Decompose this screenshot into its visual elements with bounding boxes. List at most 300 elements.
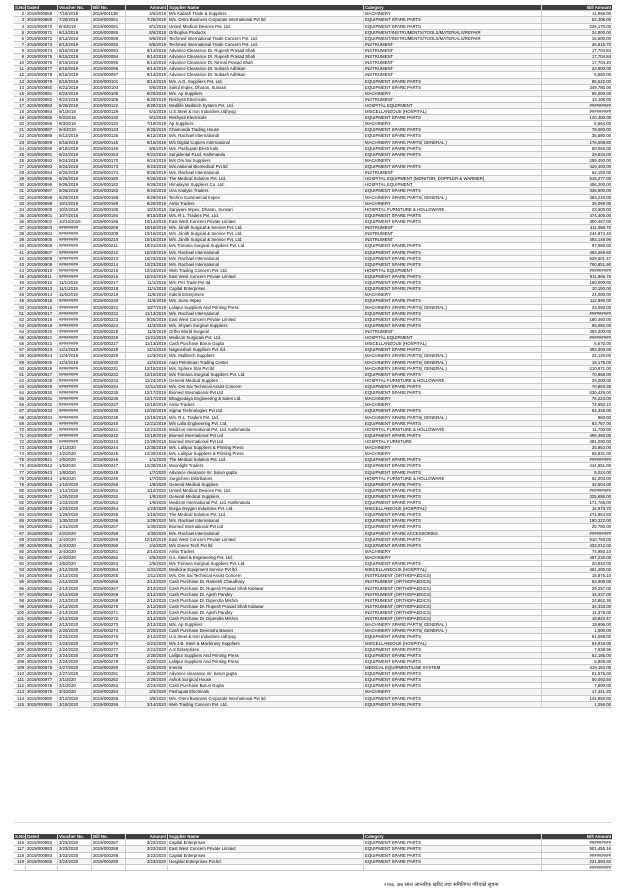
table-cell: ######## — [58, 335, 92, 340]
table-cell: 97 — [14, 592, 26, 597]
table-cell: 2019/000906 — [26, 243, 58, 248]
table-cell: Cash Purchase Dr. Ajesh Pandey — [168, 610, 364, 615]
table-cell: M/s Trimana Surgical Suppliers Pvt. Ltd. — [168, 243, 364, 248]
table-cell: 2019/000274 — [92, 628, 126, 633]
table-cell: 2019/000927 — [26, 372, 58, 377]
table-cell: 10/3/2019 — [126, 207, 168, 212]
table-cell: 2019/000230 — [92, 360, 126, 365]
table-cell: ######## — [58, 250, 92, 255]
table-cell: M/s. Rachael International — [168, 250, 364, 255]
table-cell: EQUIPMENT SPARE PARTS — [364, 256, 542, 261]
table-cell: M/s. R.L. Traders Pvt. Ltd. — [168, 213, 364, 218]
table-cell: EQUIPMENT SPARE PARTS — [364, 323, 542, 328]
table-cell: 2019/000891 — [26, 152, 58, 157]
table-cell: 2/24/2020 — [58, 659, 92, 664]
table-cell: ######## — [58, 243, 92, 248]
table-cell: 3/12/2020 — [58, 696, 92, 701]
table-cell: 112,890.00 — [589, 298, 611, 304]
table-cell: ######## — [58, 408, 92, 413]
table-cell: 2019/000244 — [92, 445, 126, 450]
table-cell: 2/21/2020 — [126, 647, 168, 652]
table-cell: Moonlight Traders — [168, 463, 364, 468]
table-cell: 45 — [14, 274, 26, 279]
table-cell: EQUIPMENT SPARE PARTS — [364, 537, 542, 542]
table-cell: 515,277.00 — [589, 176, 611, 182]
table-cell: 5,670.00 — [594, 341, 611, 347]
header-cell: Category — [364, 5, 542, 10]
table-cell: 2019/000254 — [92, 506, 126, 511]
table-cell: Lalitpur Suppliers And Printing Press — [168, 305, 364, 310]
table-cell: 12/17/2019 — [126, 390, 168, 395]
table-cell: ######## — [58, 341, 92, 346]
table-cell: 3/23/2020 — [58, 853, 92, 858]
table-cell: 6 — [14, 36, 26, 41]
table-cell: 5,805.00 — [594, 658, 611, 664]
table-cell: M/s. Rachael International — [168, 170, 364, 175]
table-cell: EQUIPMENT SPARE PARTS — [364, 859, 542, 864]
table-cell: 3/4/2020 — [58, 689, 92, 694]
table-cell: 4 — [14, 24, 26, 29]
table-cell: 25,780.00 — [591, 524, 611, 530]
table-cell: 2019/000957 — [26, 555, 58, 560]
table-cell: 2019/000888 — [26, 133, 58, 138]
table-cell: EQUIPMENT SPARE PARTS — [364, 24, 542, 29]
table-cell: 8/15/2019 — [58, 72, 92, 77]
table-cell: 118 — [14, 853, 26, 858]
table-cell: 2019/000950 — [26, 512, 58, 517]
table-cell: 2019/000241 — [92, 427, 126, 432]
table-cell: 2019/000944 — [26, 476, 58, 481]
table-cell: 1/29/2020 — [58, 512, 92, 517]
table-cell: 12/30/2019 — [126, 463, 168, 468]
table-cell: 3/1/2020 — [58, 683, 92, 688]
table-cell: 2/25/2020 — [126, 671, 168, 676]
table-cell: 8/1/2019 — [126, 24, 168, 29]
table-cell: 2019/000874 — [26, 48, 58, 53]
table-cell: MACHINERY SPARE PARTS( GENERAL ) — [364, 366, 542, 371]
table-cell: 960.00 — [597, 414, 611, 420]
header-cell: Voucher No. — [58, 5, 92, 10]
table-cell: 2019/000916 — [26, 305, 58, 310]
table-cell: 79 — [14, 482, 26, 487]
table-cell: 1/30/2020 — [58, 518, 92, 523]
table-cell: MACHINERY SPARE PARTS( GENERAL ) — [364, 140, 542, 145]
header-cell: Supplier Name — [168, 834, 364, 839]
footnote-text: २०७६ ।७७ साल आन्तरिक खरिद तथा समितिगत गरिएको सूचना — [384, 882, 499, 888]
header-cell: Bill No. — [92, 5, 126, 10]
table-cell: M/s. Ap Suppliers — [168, 622, 364, 627]
table-cell: 2019/000941 — [26, 457, 58, 462]
table-cell: EQUIPMENT SPARE PARTS — [364, 846, 542, 851]
table-cell: East West Concern Private Limited — [168, 317, 364, 322]
table-cell: 2019/000940 — [26, 451, 58, 456]
table-cell: 60 — [14, 366, 26, 371]
table-cell: 8/14/2019 — [126, 48, 168, 53]
table-cell: ######## — [58, 421, 92, 426]
table-cell: INSTRUMENT (ORTHOPAEDICS) — [364, 586, 542, 591]
table-cell: 2019/000284 — [92, 689, 126, 694]
table-cell: 10/24/2019 — [126, 268, 168, 273]
table-cell: 2019/000089 — [92, 36, 126, 41]
table-cell: 2/23/2020 — [58, 641, 92, 646]
table-cell: ######## — [58, 237, 92, 242]
table-cell: EQUIPMENT SPARE PARTS — [364, 488, 542, 493]
table-cell: 2019/000870 — [26, 24, 58, 29]
table-cell: 9/26/2019 — [58, 188, 92, 193]
table-cell: M/s Green Tech Pvt ltd — [168, 543, 364, 548]
table-cell: 2019/000182 — [92, 182, 126, 187]
table-cell: 1/10/2020 — [126, 488, 168, 493]
table-cell: 108 — [14, 659, 26, 664]
table-cell: 9/1/2019 — [58, 109, 92, 114]
table-cell: 52,000.00 — [591, 579, 611, 585]
table-cell: 10/7/2019 — [126, 305, 168, 310]
table-cell: 2019/000236 — [92, 396, 126, 401]
table-cell: 2019/000960 — [26, 573, 58, 578]
table-cell: 2019/000968 — [26, 622, 58, 627]
table-cell: 20 — [14, 121, 26, 126]
table-cell: 2019/000258 — [92, 531, 126, 536]
table-cell: EQUIPMENT SPARE PARTS — [364, 671, 542, 676]
table-cell: MACHINERY — [364, 451, 542, 456]
table-cell: 1/9/2020 — [126, 494, 168, 499]
table-cell: 2019/000965 — [26, 604, 58, 609]
table-cell: 94 — [14, 573, 26, 578]
table-cell: 2019/000913 — [26, 286, 58, 291]
table-cell: M/s. Sphere Star Pvt.ltd — [168, 366, 364, 371]
table-cell: HOSPITAL FURNITURE & HOLLOWARE — [364, 427, 542, 432]
table-cell: ######## — [58, 396, 92, 401]
table-cell: Techmed International Trade Concern Pvt. Ltd. — [168, 36, 364, 41]
table-cell: 10/23/2019 — [126, 262, 168, 267]
table-cell: MEDICAL EQUIPMENT/LINE SYSTEM — [364, 665, 542, 670]
table-cell: 12/30/2019 — [126, 451, 168, 456]
table-cell: 2/5/2020 — [126, 555, 168, 560]
table-cell: 2019/000878 — [26, 72, 58, 77]
table-cell: 2019/000873 — [26, 42, 58, 47]
table-cell: 3/23/2020 — [126, 859, 168, 864]
table-cell: MACHINERY SPARE PARTS( GENERAL ) — [364, 415, 542, 420]
table-cell: 2019/001139 — [92, 11, 126, 16]
table-cell: 70,863.36 — [591, 383, 611, 389]
header-cell: Bill Amount — [587, 834, 611, 839]
table-cell: 83 — [14, 506, 26, 511]
table-cell: 9/29/2019 — [58, 195, 92, 200]
table-cell: 2019/000235 — [92, 390, 126, 395]
table-cell: 2019/000882 — [26, 97, 58, 102]
table-cell: 2019/000958 — [26, 561, 58, 566]
table-cell: 1/30/2020 — [126, 531, 168, 536]
table-cell: 40 — [14, 243, 26, 248]
table-cell: 2/27/2020 — [58, 665, 92, 670]
table-cell: 9/3/2019 — [58, 121, 92, 126]
table-cell: 1/30/2020 — [126, 524, 168, 529]
table-cell: Nagmerbuh Suppliers Pvt. ltd. — [168, 347, 364, 352]
table-cell: 2019/000262 — [92, 555, 126, 560]
table-cell: 1/22/2020 — [58, 500, 92, 505]
table-cell: MACHINERY SPARE PARTS( GENERAL ) — [364, 628, 542, 633]
table-cell: 112 — [14, 683, 26, 688]
table-cell: HOSPITAL EQUIPMENT — [364, 335, 542, 340]
table-cell: 2019/000952 — [26, 524, 58, 529]
table-cell: Biomed International Pvt Ltd — [168, 390, 364, 395]
table-cell: 64 — [14, 390, 26, 395]
header-cell: Dated — [26, 834, 58, 839]
table-cell: 28 — [14, 170, 26, 175]
table-cell: EQUIPMENT SPARE PARTS — [364, 219, 542, 224]
table-cell: 2019/000289 — [92, 853, 126, 858]
table-cell: INSTRUMENT — [364, 97, 542, 102]
table-cell: 1/7/2020 — [126, 476, 168, 481]
table-cell: EQUIPMENT SPARE PARTS — [364, 372, 542, 377]
table-cell: 77 — [14, 470, 26, 475]
table-cell: 98 — [14, 598, 26, 603]
table-cell: EQUIPMENT SPARE PARTS — [364, 146, 542, 151]
table-cell: MACHINERY — [364, 555, 542, 560]
table-cell: 2/12/2020 — [58, 610, 92, 615]
table-cell: EQUIPMENT SPARE PARTS — [364, 384, 542, 389]
table-cell: 55,831.00 — [591, 451, 611, 457]
table-cell: M/s Kailash Trade & Suppliers — [168, 11, 364, 16]
table-cell: ######## — [58, 274, 92, 279]
table-cell: The Medical Solution Pvt. Ltd. — [168, 512, 364, 517]
table-cell: 34,333.00 — [591, 603, 611, 609]
table-cell: 61 — [14, 372, 26, 377]
table-cell: 100 — [14, 610, 26, 615]
table-cell: M/s. R.L. Traders Pvt. Ltd. — [168, 415, 364, 420]
table-cell: M/s. Rachael International — [168, 311, 364, 316]
table-cell: EQUIPMENT SPARE PARTS — [364, 518, 542, 523]
table-cell: MACHINERY — [364, 445, 542, 450]
table-cell: 8/14/2019 — [126, 66, 168, 71]
table-cell: 10/24/2019 — [126, 274, 168, 279]
table-cell: M/s. A.G. Suppliers Pvt. Ltd. — [168, 79, 364, 84]
table-cell: 110 — [14, 671, 26, 676]
table-cell: Imenta — [168, 665, 364, 670]
table-cell: 2019/000265 — [92, 573, 126, 578]
table-cell: 11,866.00 — [592, 11, 611, 17]
table-cell: 31 — [14, 188, 26, 193]
table-cell: 2019/000929 — [26, 384, 58, 389]
table-cell: 6,564.00 — [594, 121, 611, 127]
table-cell: 2/12/2020 — [126, 616, 168, 621]
table-cell: 2/23/2020 — [58, 634, 92, 639]
table-cell: 433,012.00 — [589, 542, 611, 548]
table-cell: EQUIPMENT SPARE PARTS — [364, 702, 542, 707]
table-cell: 10/23/2019 — [126, 250, 168, 255]
table-cell: ######## — [58, 366, 92, 371]
table-cell: 2019/000876 — [26, 60, 58, 65]
table-cell: INSTRUMENT — [364, 60, 542, 65]
table-cell: 2019/000963 — [26, 592, 58, 597]
table-row — [14, 702, 612, 708]
table-cell: 2019/000977 — [26, 677, 58, 682]
table-cell: M/s. Om Sai Technical Assist Concern — [168, 573, 364, 578]
table-cell: 25 — [14, 152, 26, 157]
table-cell: Hospital Enterprises Pvt.ltd — [168, 859, 364, 864]
table-cell: Chamunda Trading House — [168, 127, 364, 132]
table-cell: 32,504.00 — [591, 481, 611, 487]
table-cell: 75 — [14, 457, 26, 462]
table-cell: M/s. Jiinith Surgical & Service Pvt. Ltd. — [168, 225, 364, 230]
table-cell: 2019/000979 — [26, 689, 58, 694]
table-cell: 85,522.00 — [591, 78, 611, 84]
table-cell: EQUIPMENT SPARE PARTS — [364, 696, 542, 701]
table-cell: ######## — [58, 390, 92, 395]
table-cell: 119 — [14, 859, 26, 864]
table-cell: 2019/000286 — [92, 702, 126, 707]
table-cell: MACHINERY SPARE PARTS( GENERAL ) — [364, 353, 542, 358]
table-cell: 2019/000106 — [92, 97, 126, 102]
table-cell: 62,186.00 — [591, 652, 611, 658]
table-cell: 24 — [14, 146, 26, 151]
table-cell: 3/23/2020 — [58, 846, 92, 851]
table-cell: ######### — [589, 457, 611, 463]
table-cell: 393,240.00 — [589, 194, 611, 200]
table-cell: 2019/000904 — [26, 231, 58, 236]
table-cell: 12/4/2019 — [126, 360, 168, 365]
table-cell: 2019/000223 — [92, 317, 126, 322]
table-cell: 2/20/2020 — [126, 659, 168, 664]
table-cell: 10/16/2019 — [126, 231, 168, 236]
table-cell: M/s Trimana Surgical Suppliers Pvt. Ltd. — [168, 561, 364, 566]
table-cell: 16 — [14, 97, 26, 102]
table-cell: 12/10/2019 — [126, 537, 168, 542]
table-cell: 2019/000975 — [26, 665, 58, 670]
table-cell: EQUIPMENT SPARE PARTS — [364, 280, 542, 285]
table-cell: 2019/000980 — [26, 696, 58, 701]
table-cell: 2019/000132 — [92, 121, 126, 126]
table-cell: 325,686.00 — [589, 493, 611, 499]
table-cell: MACHINERY — [364, 402, 542, 407]
table-cell: MACHINERY — [364, 11, 542, 16]
table-cell: 2019/000920 — [26, 329, 58, 334]
table-cell: 2019/000918 — [26, 317, 58, 322]
table-cell: MACHINERY SPARE PARTS( GENERAL ) — [364, 195, 542, 200]
table-cell: 58 — [14, 353, 26, 358]
table-cell: 510,760.00 — [589, 536, 611, 542]
table-cell: 2019/000909 — [26, 262, 58, 267]
table-cell: 8/12/2019 — [58, 30, 92, 35]
table-cell: 12 — [14, 72, 26, 77]
table-cell: 2019/000923 — [26, 347, 58, 352]
table-cell — [26, 865, 58, 870]
table-cell: 10/16/2019 — [126, 237, 168, 242]
table-cell: 11/1/2019 — [126, 286, 168, 291]
table-cell: Sukul Impex, Dharan, Sunsari — [168, 85, 364, 90]
table-cell: Cash Purchase Dr. Ajesh Pandey — [168, 592, 364, 597]
table-cell: 2019/000890 — [26, 146, 58, 151]
table-cell: 2/24/2020 — [58, 653, 92, 658]
table-cell: EQUIPMENT/INSTRUMENTS/TOOLS/MATERIALS/REPAIR — [364, 30, 542, 35]
table-cell: 9/16/2019 — [58, 140, 92, 145]
table-cell: 85 — [14, 518, 26, 523]
table-cell: 2019/000899 — [26, 201, 58, 206]
table-cell: 2019/000268 — [92, 592, 126, 597]
table-cell: 1/12/2020 — [58, 488, 92, 493]
table-cell: EQUIPMENT SPARE PARTS — [364, 433, 542, 438]
table-cell: 92 — [14, 561, 26, 566]
table-cell: 2019/000105 — [92, 91, 126, 96]
table-cell: 7/18/2019 — [126, 121, 168, 126]
table-cell: 2019/000104 — [92, 85, 126, 90]
table-cell: Surgichem Distributors — [168, 476, 364, 481]
table-cell: 2019/000869 — [26, 17, 58, 22]
table-cell: 69 — [14, 421, 26, 426]
table-cell: 2019/000269 — [92, 598, 126, 603]
table-cell: 3/22/2020 — [126, 840, 168, 845]
table-cell: 52 — [14, 317, 26, 322]
table-cell: 32 — [14, 195, 26, 200]
table-cell: 2019/000224 — [92, 323, 126, 328]
table-cell: EQUIPMENT SPARE PARTS — [364, 677, 542, 682]
table-cell: 2019/000218 — [92, 286, 126, 291]
table-cell: 11/5/2019 — [126, 292, 168, 297]
table-cell: 2/4/2020 — [58, 549, 92, 554]
table-cell: M/s. Jiinith Surgical & Service Pvt. Ltd. — [168, 237, 364, 242]
table-cell: 2019/000211 — [92, 243, 126, 248]
table-cell: 2019/000925 — [26, 360, 58, 365]
table-cell: M/s. Shyam Surgical Suppliers — [168, 323, 364, 328]
table-body-page-1 — [14, 11, 612, 707]
table-cell: 72 — [14, 439, 26, 444]
table-cell: 2019/000220 — [92, 298, 126, 303]
table-cell: 393,300.00 — [589, 347, 611, 353]
table-cell: 9/24/2019 — [58, 158, 92, 163]
table-cell: ######## — [58, 402, 92, 407]
table-cell: 2019/000894 — [26, 170, 58, 175]
table-cell: 95,050.00 — [591, 322, 611, 328]
table-cell: 2019/000885 — [26, 115, 58, 120]
table-cell: 2 — [14, 11, 26, 16]
table-cell: HOSPITAL FURNITURE & HOLLOWARE — [364, 476, 542, 481]
table-cell: 1/7/2020 — [126, 470, 168, 475]
header-cell: Voucher No. — [58, 834, 92, 839]
table-cell: 2019/000256 — [92, 518, 126, 523]
table-cell: 2019/000190 — [92, 207, 126, 212]
table-cell: 2019/000189 — [92, 201, 126, 206]
table-cell: ######## — [58, 329, 92, 334]
table-cell: 9/12/2019 — [58, 133, 92, 138]
table-cell: 2019/000895 — [26, 176, 58, 181]
table-cell: 3/5/2019 — [126, 11, 168, 16]
table-cell: 2019/000261 — [92, 549, 126, 554]
table-cell: 2/12/2020 — [126, 579, 168, 584]
table-cell: 491,400.00 — [589, 567, 611, 573]
table-cell: Sanjidental P.Ltd, Kathmandu — [168, 152, 364, 157]
table-cell: 51 — [14, 311, 26, 316]
table-cell: 2019/000253 — [92, 500, 126, 505]
table-cell: 43 — [14, 262, 26, 267]
table-cell: 14,973.70 — [591, 506, 611, 512]
table-cell: EQUIPMENT SPARE PARTS — [364, 311, 542, 316]
table-cell: 2019/000954 — [26, 537, 58, 542]
table-cell: 99 — [14, 604, 26, 609]
table-cell: 2019/000130 — [92, 115, 126, 120]
table-cell: 15 — [14, 91, 26, 96]
table-cell — [364, 865, 542, 870]
table-cell: 59 — [14, 360, 26, 365]
table-cell: ######## — [58, 231, 92, 236]
table-cell: 2019/000947 — [26, 494, 58, 499]
table-cell: 491,000.00 — [589, 438, 611, 444]
table-cell: 2/12/2020 — [126, 598, 168, 603]
table-cell: 3/22/2020 — [126, 853, 168, 858]
table-cell: 2019/000875 — [26, 54, 58, 59]
table-cell: EQUIPMENT SPARE PARTS — [364, 853, 542, 858]
table-cell: 120,400.00 — [589, 115, 611, 121]
table-cell: 11/6/2019 — [126, 298, 168, 303]
